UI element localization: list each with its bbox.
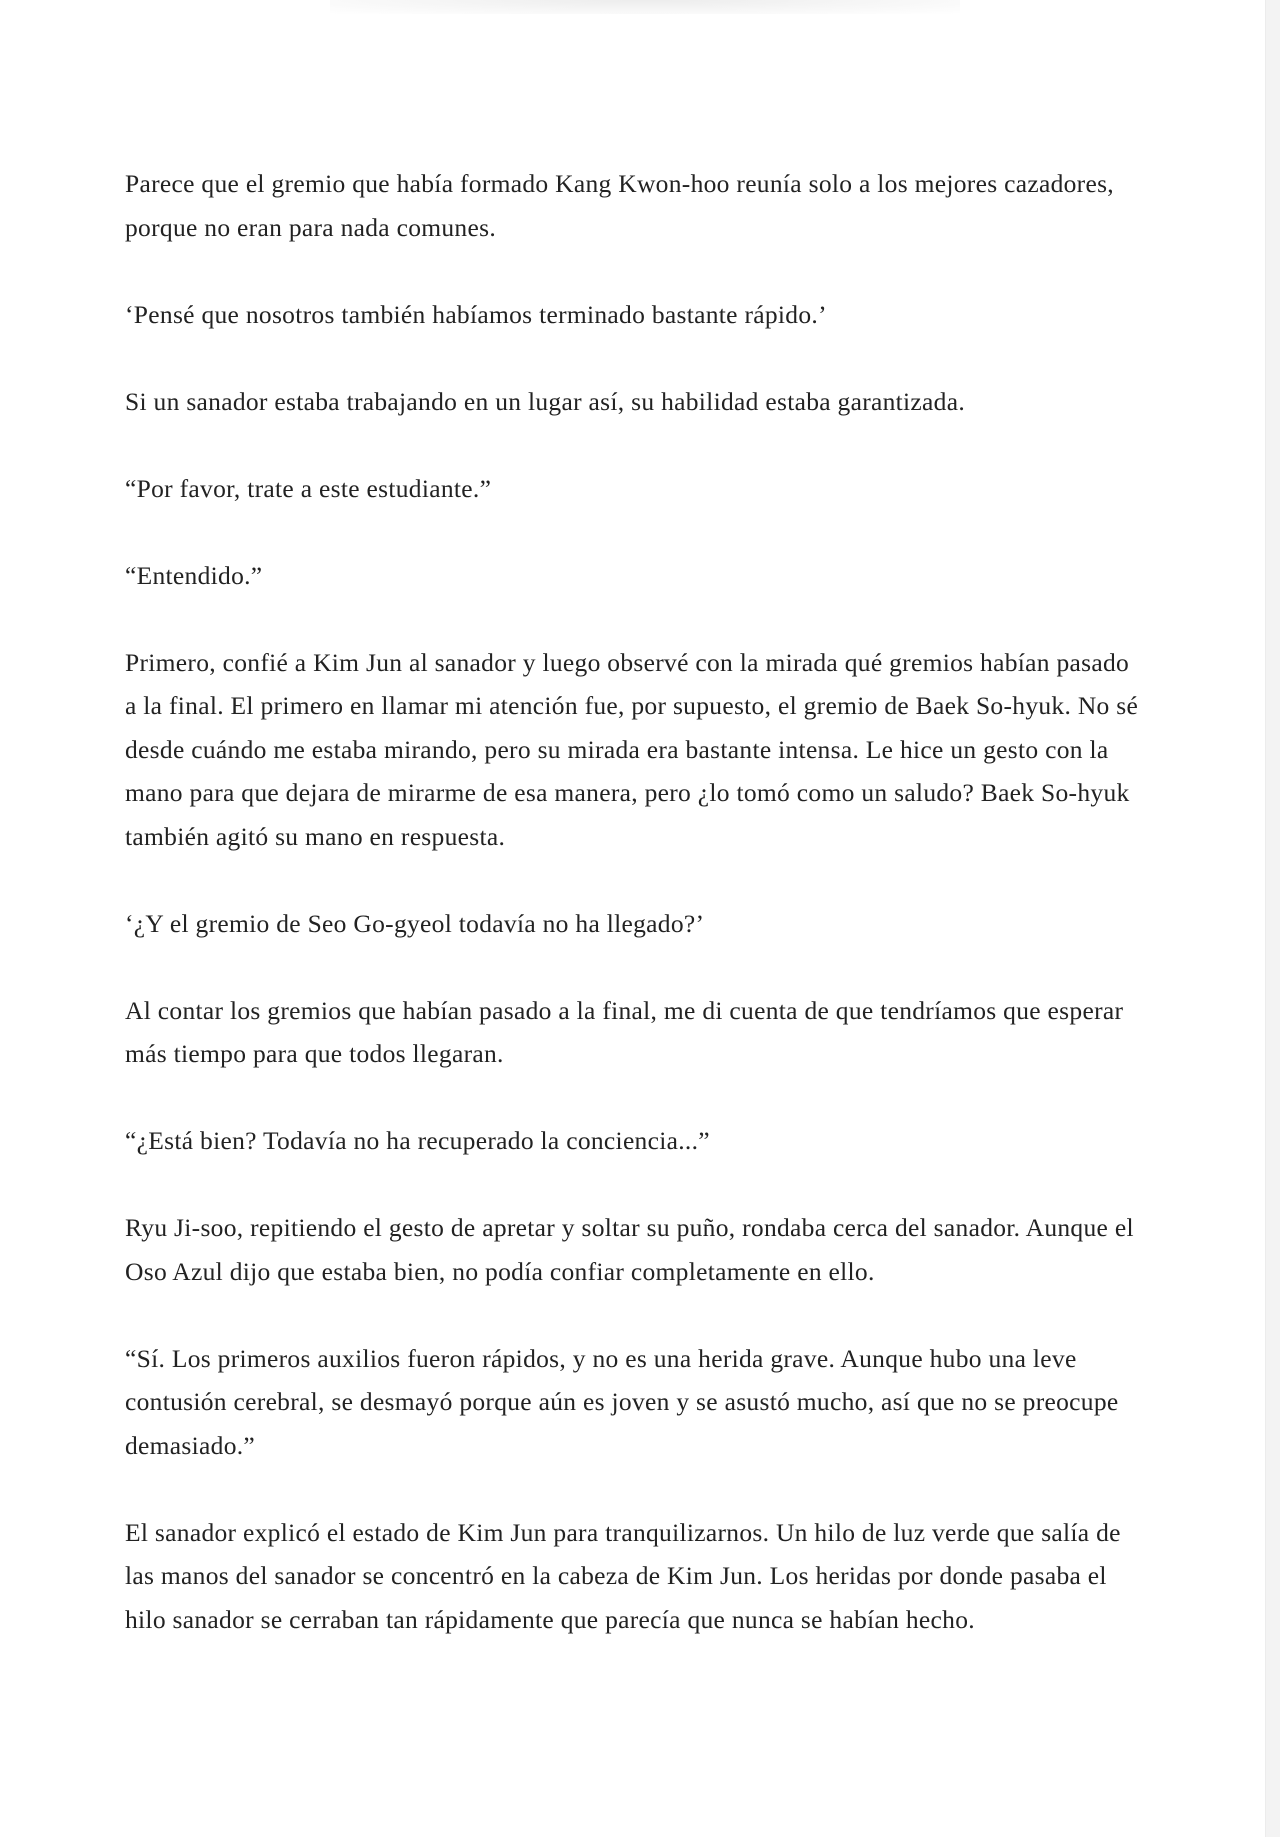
paragraph: Si un sanador estaba trabajando en un lugar así, su habilidad estaba garantizada. bbox=[125, 386, 966, 416]
paragraph: “Entendido.” bbox=[125, 560, 263, 590]
paragraph: ‘¿Y el gremio de Seo Go-gyeol todavía no ha llegado?’ bbox=[125, 908, 705, 938]
paragraph: Primero, confié a Kim Jun al sanador y luego observé con la mirada qué gremios habían pasado a la final. El primero en llamar mi atención fue, por supuesto, el gremio de Baek So-hyuk. No sé desde cuándo me estaba mirando, pero su mirada era bastante intensa. Le hice un gesto con la mano para que dejara de mirarme de esa manera, pero ¿lo tomó como un saludo? Baek So-hyuk también agitó su mano en respuesta. bbox=[125, 647, 1139, 851]
scrollbar[interactable] bbox=[1265, 0, 1280, 1837]
chapter-text bbox=[125, 162, 1143, 1685]
paragraph: Ryu Ji-soo, repitiendo el gesto de apretar y soltar su puño, rondaba cerca del sanador. Aunque el Oso Azul dijo que estaba bien, no podía confiar completamente en ello. bbox=[125, 1213, 1134, 1286]
paragraph: “¿Está bien? Todavía no ha recuperado la conciencia...” bbox=[125, 1126, 710, 1155]
paragraph: “Sí. Los primeros auxilios fueron rápidos, y no es una herida grave. Aunque hubo una leve contusión cerebral, se desmayó porque aún es joven y se asustó mucho, así que no se preocupe demasiado.” bbox=[125, 1343, 1119, 1460]
paragraph: Al contar los gremios que habían pasado a la final, me di cuenta de que tendríamos que esperar más tiempo para que todos llegaran. bbox=[125, 995, 1124, 1068]
top-shadow bbox=[330, 0, 960, 14]
paragraph: El sanador explicó el estado de Kim Jun para tranquilizarnos. Un hilo de luz verde que salía de las manos del sanador se concentró en la cabeza de Kim Jun. Los heridas por donde pasaba el hilo sanador se cerraban tan rápidamente que parecía que nunca se habían hecho. bbox=[125, 1517, 1121, 1634]
paragraph: Parece que el gremio que había formado Kang Kwon-hoo reunía solo a los mejores cazadores, porque no eran para nada comunes. bbox=[125, 169, 1114, 242]
paragraph: ‘Pensé que nosotros también habíamos terminado bastante rápido.’ bbox=[125, 299, 827, 329]
paragraph: “Por favor, trate a este estudiante.” bbox=[125, 473, 492, 503]
